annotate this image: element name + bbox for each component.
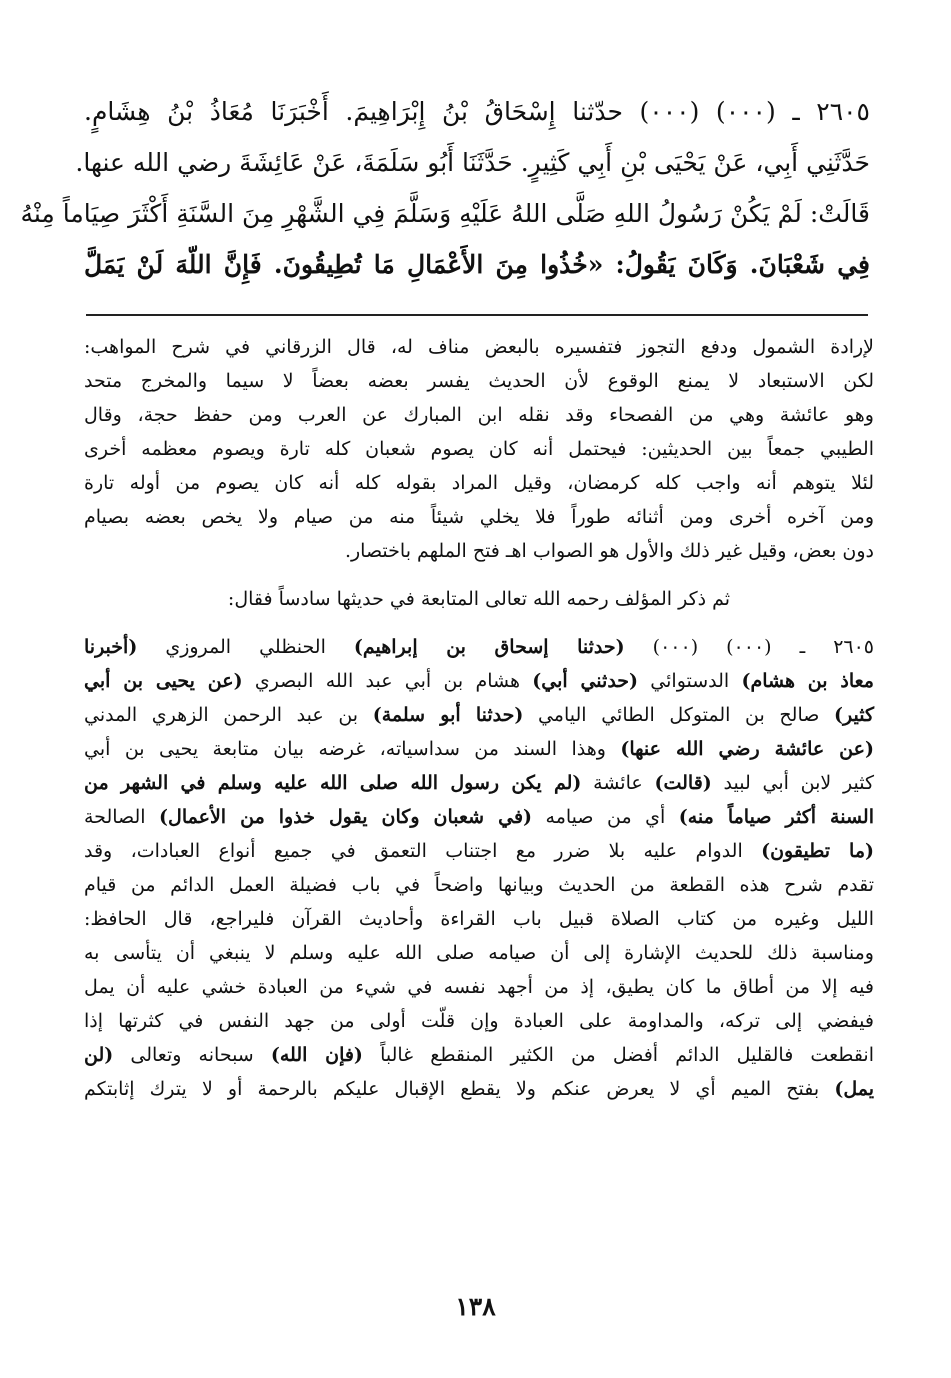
explanation-line: [84, 698, 874, 732]
quoted-hadith-segment: يمل): [834, 1078, 874, 1100]
quoted-hadith-segment: (أخبرنا: [84, 636, 138, 658]
quoted-hadith-segment: (في شعبان وكان يقول خذوا من الأعمال): [159, 806, 533, 828]
commentary-line: لكن الاستبعاد لا يمنع الوقوع لأن الحديث يفسر بعضه بعضاً لا سيما والمخرج متحد: [84, 370, 874, 392]
commentary-segment: فيفضي إلى تركه، والمداومة على العبادة وإن قلّت أولى من جهد النفس في كثرتها إذا: [84, 1010, 874, 1032]
quoted-hadith-segment: (عن يحيى بن أبي: [84, 670, 243, 692]
commentary-segment: الحنظلي المروزي: [137, 636, 354, 658]
commentary-segment: وهذا السند من سداسياته، غرضه بيان متابعة يحيى بن أبي: [84, 738, 621, 760]
commentary-block: [84, 330, 874, 1106]
quoted-hadith-segment: (حدثنا أبو سلمة): [372, 704, 524, 726]
quoted-hadith-segment: (عن عائشة رضي الله عنها): [620, 738, 874, 760]
commentary-segment: ومناسبة ذلك للحديث الإشارة إلى أن صيامه صلى الله عليه وسلم لا ينبغي أن يتأسى به: [84, 942, 874, 964]
commentary-segment: بفتح الميم أي لا يعرض عنكم ولا يقطع الإقبال عليكم بالرحمة أو لا يترك إثابتكم: [84, 1078, 835, 1100]
explanation-line: [84, 732, 874, 766]
explanation-line: [84, 630, 874, 664]
commentary-line: لإرادة الشمول ودفع التجوز فتفسيره بالبعض مناف له، قال الزرقاني في شرح المواهب:: [84, 336, 874, 358]
commentary-line: دون بعض، وقيل غير ذلك والأول هو الصواب اهـ فتح الملهم باختصار.: [344, 540, 874, 562]
commentary-line: وهو عائشة وهي من الفصحاء وقد نقله ابن المبارك عن العرب ومن حفظ حجة، وقال: [84, 404, 874, 426]
commentary-line: الطيبي جمعاً بين الحديثين: فيحتمل أنه كان يصوم شعبان كله تارة ويصوم معظمه أخرى: [84, 438, 874, 460]
commentary-segment: هشام بن أبي عبد الله البصري: [242, 670, 533, 692]
previous-commentary: [84, 330, 874, 568]
explanation-line: [84, 834, 874, 868]
explanation-line: [84, 1004, 874, 1038]
commentary-segment: الدوام عليه بلا ضرر مع اجتناب التعمق في جميع أنواع العبادات، وقد: [84, 840, 762, 862]
commentary-line: لئلا يتوهم أنه واجب كله كرمضان، وقيل المراد بقوله كله أنه كان يصوم من أوله تارة: [84, 472, 874, 494]
quoted-hadith-segment: السنة أكثر صياماً منه): [678, 806, 874, 828]
commentary-segment: الدستوائي: [638, 670, 742, 692]
explanation-commentary: [84, 630, 874, 1106]
quoted-hadith-segment: معاذ بن هشام): [741, 670, 874, 692]
commentary-segment: سبحانه وتعالى: [113, 1044, 271, 1066]
commentary-segment: صالح بن المتوكل الطائي اليامي: [523, 704, 834, 726]
explanation-line: [84, 902, 874, 936]
bridge-sentence: ثم ذكر المؤلف رحمه الله تعالى المتابعة في حديثها سادساً فقال:: [227, 588, 731, 610]
quoted-hadith-segment: (لم يكن رسول الله صلى الله عليه وسلم في الشهر من: [84, 772, 582, 794]
quoted-hadith-segment: (قالت): [654, 772, 712, 794]
commentary-segment: الليل وغيره من كتاب الصلاة قبيل باب القراءة وأحاديث القرآن فليراجع، قال الحافظ:: [84, 908, 874, 930]
commentary-segment: عائشة: [581, 772, 655, 794]
quoted-hadith-segment: (لن: [84, 1044, 114, 1066]
commentary-segment: انقطعت فالقليل الدائم أفضل من الكثير المنقطع غالباً: [362, 1044, 874, 1066]
explanation-line: [84, 1038, 874, 1072]
hadith-line: فِي شَعْبَانَ. وَكَانَ يَقُولُ: «خُذُوا مِنَ الأَعْمَالِ مَا تُطِيقُونَ. فَإِنَّ اللّهَ لَنْ يَمَلَّ: [84, 250, 870, 279]
quoted-hadith-segment: (حدثني أبي): [532, 670, 639, 692]
commentary-segment: تقدم شرح هذه القطعة من الحديث وبيانها واضحاً في باب فضيلة العمل الدائم من قيام: [84, 874, 874, 896]
page-number: ١٣٨: [455, 1292, 496, 1321]
quoted-hadith-segment: (حدثنا إسحاق بن إبراهيم): [353, 636, 625, 658]
quoted-hadith-segment: (فإن الله): [270, 1044, 363, 1066]
hadith-text-block: [20, 86, 870, 290]
explanation-line: [84, 936, 874, 970]
commentary-segment: كثير لابن أبي لبيد: [711, 772, 874, 794]
commentary-line: ومن آخره أخرى ومن أثنائه طوراً فلا يخلي شيئاً منه من صيام ولا يخص بعضه بصيام: [84, 506, 874, 528]
explanation-line: [84, 868, 874, 902]
hadith-line: حَدَّثَنِي أَبِي، عَنْ يَحْيَى بْنِ أَبِي كَثِيرٍ. حَدَّثَنَا أَبُو سَلَمَةَ، عَنْ عَائِشَةَ رضي الله عنها.: [75, 148, 870, 177]
separator-rule: [86, 314, 868, 316]
explanation-line: [84, 800, 874, 834]
explanation-line: [84, 1072, 874, 1106]
explanation-line: [84, 970, 874, 1004]
explanation-line: [84, 664, 874, 698]
hadith-line: قَالَتْ: لَمْ يَكُنْ رَسُولُ اللهِ صَلَّى اللهُ عَلَيْهِ وَسَلَّمَ فِي الشَّهْرِ مِنَ السَّنَةِ أَكْثَرَ صِيَاماً مِنْهُ: [20, 199, 870, 228]
commentary-segment: الصالحة: [84, 806, 160, 828]
quoted-hadith-segment: (ما تطيقون): [761, 840, 874, 862]
quoted-hadith-segment: كثير): [834, 704, 874, 726]
commentary-segment: فيه إلا من أطاق ما كان يطيق، إذ من أجهد نفسه في شيء من العبادة خشي عليه أن يمل: [84, 976, 874, 998]
commentary-segment: ٢٦٠٥ ـ (٠٠٠) (٠٠٠): [624, 636, 875, 658]
commentary-segment: أي من صيامه: [532, 806, 679, 828]
explanation-line: [84, 766, 874, 800]
hadith-line: ٢٦٠٥ ـ (٠٠٠) (٠٠٠) حدّثنا إِسْحَاقُ بْنُ إِبْرَاهِيمَ. أَخْبَرَنَا مُعَاذُ بْنُ هِشَامٍ.: [84, 97, 870, 126]
commentary-segment: بن عبد الرحمن الزهري المدني: [84, 704, 373, 726]
